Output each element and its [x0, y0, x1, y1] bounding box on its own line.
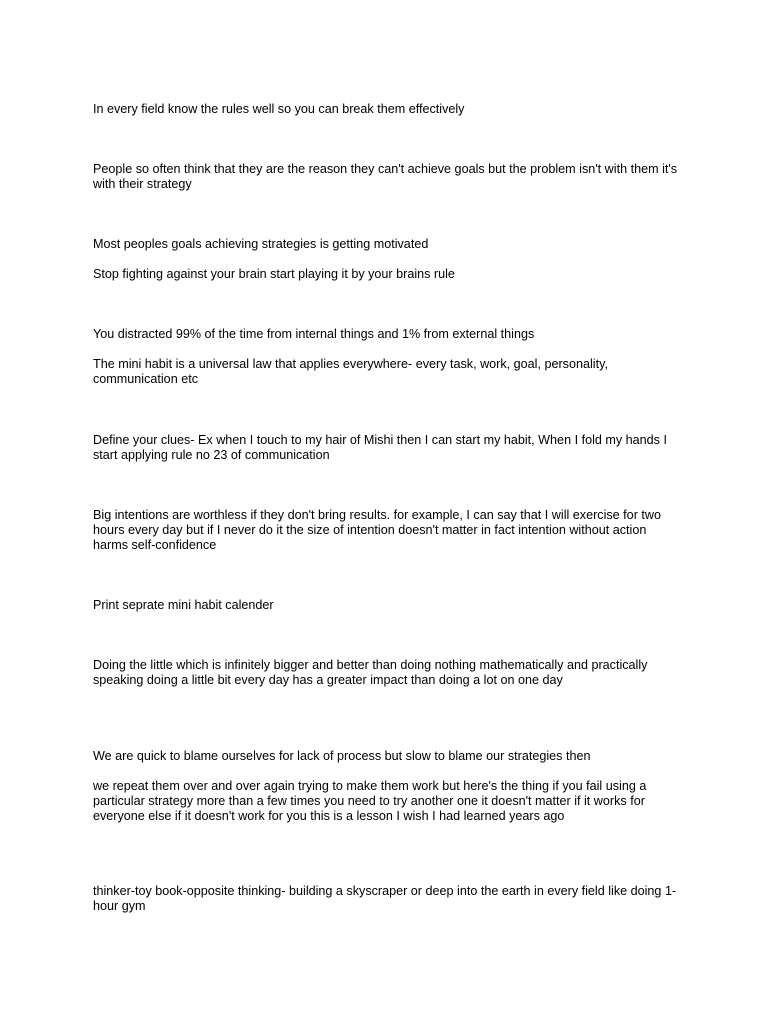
paragraph-strategy: People so often think that they are the reason they can't achieve goals but the problem isn't with them it's with their strategy: [93, 162, 678, 191]
paragraph-distraction: You distracted 99% of the time from internal things and 1% from external things: [93, 327, 535, 341]
paragraph-doing-little: Doing the little which is infinitely bigger and better than doing nothing mathematically and practically speaking doing a little bit every day has a greater impact than doing a lot on one day: [93, 658, 648, 687]
paragraph-intentions: Big intentions are worthless if they don't bring results. for example, I can say that I will exercise for two hours every day but if I never do it the size of intention doesn't matter in fact intention without action harms self-confidence: [93, 508, 661, 552]
paragraph-mini-habit-law: The mini habit is a universal law that applies everywhere- every task, work, goal, personality, communication etc: [93, 357, 608, 386]
paragraph-blame: We are quick to blame ourselves for lack of process but slow to blame our strategies then: [93, 749, 591, 763]
paragraph-clues: Define your clues- Ex when I touch to my hair of Mishi then I can start my habit, When I fold my hands I start applying rule no 23 of communication: [93, 433, 667, 462]
paragraph-motivation: Most peoples goals achieving strategies is getting motivated: [93, 237, 429, 251]
paragraph-thinker-toy: thinker-toy book-opposite thinking- building a skyscraper or deep into the earth in every field like doing 1-hour gym: [93, 884, 677, 913]
paragraph-brain-rule: Stop fighting against your brain start playing it by your brains rule: [93, 267, 455, 281]
paragraph-repeat-strategy: we repeat them over and over again trying to make them work but here's the thing if you fail using a particular strategy more than a few times you need to try another one it doesn't matter if it works for everyone else if it doesn't work for you this is a lesson I wish I had learned years ago: [93, 779, 647, 823]
paragraph-rules: In every field know the rules well so you can break them effectively: [93, 102, 465, 116]
paragraph-calendar: Print seprate mini habit calender: [93, 598, 274, 612]
